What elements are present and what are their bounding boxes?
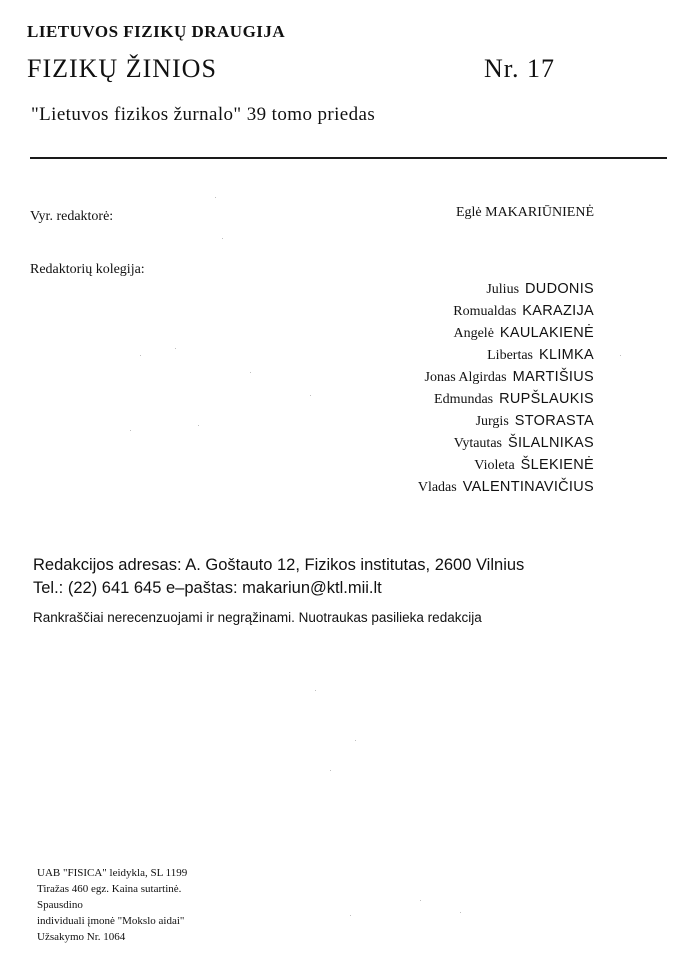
journal-title: FIZIKŲ ŽINIOS	[27, 54, 217, 83]
scan-speckle	[250, 372, 251, 373]
scan-speckle	[315, 690, 316, 691]
member-given-name: Violeta	[474, 458, 515, 473]
editorial-board-list	[418, 278, 594, 498]
scan-speckle	[215, 197, 216, 198]
board-member	[418, 278, 594, 300]
board-member	[418, 344, 594, 366]
phone-email-line: Tel.: (22) 641 645 e–paštas: makariun@ktl.mii.lt	[33, 579, 382, 597]
member-surname: MARTIŠIUS	[512, 369, 594, 385]
scan-speckle	[355, 740, 356, 741]
member-surname: STORASTA	[514, 413, 594, 429]
society-name: LIETUVOS FIZIKŲ DRAUGIJA	[27, 22, 286, 41]
board-member	[418, 476, 594, 498]
member-given-name: Angelė	[453, 326, 494, 341]
member-surname: KLIMKA	[539, 347, 594, 363]
imprint-block	[37, 865, 187, 945]
editorial-board-label: Redaktorių kolegija:	[30, 262, 145, 277]
member-surname: KAULAKIENĖ	[499, 325, 594, 341]
editorial-address: Redakcijos adresas: A. Goštauto 12, Fizikos institutas, 2600 Vilnius	[33, 556, 525, 574]
scan-speckle	[140, 355, 141, 356]
imprint-line: UAB "FISICA" leidykla, SL 1199	[37, 867, 188, 879]
board-member	[418, 322, 594, 344]
member-given-name: Julius	[486, 282, 520, 297]
chief-editor-label: Vyr. redaktorė:	[30, 209, 114, 224]
scan-speckle	[222, 238, 223, 239]
member-given-name: Jonas Algirdas	[424, 370, 507, 385]
scan-speckle	[620, 355, 621, 356]
scan-speckle	[350, 915, 351, 916]
scan-speckle	[175, 348, 176, 349]
member-given-name: Romualdas	[453, 304, 517, 319]
imprint-line: Užsakymo Nr. 1064	[37, 931, 126, 943]
board-member	[418, 432, 594, 454]
manuscript-notice: Rankraščiai nerecenzuojami ir negrąžinami. Nuotraukas pasilieka redakcija	[33, 610, 482, 625]
member-given-name: Edmundas	[434, 392, 494, 407]
member-surname: KARAZIJA	[522, 303, 594, 319]
scan-speckle	[130, 430, 131, 431]
imprint-line: Spausdino	[37, 899, 83, 911]
member-given-name: Vladas	[417, 480, 457, 495]
member-surname: ŠLEKIENĖ	[520, 457, 594, 473]
member-surname: DUDONIS	[525, 281, 594, 297]
member-surname: ŠILALNIKAS	[507, 435, 594, 451]
member-given-name: Libertas	[487, 348, 533, 363]
scan-speckle	[420, 900, 421, 901]
chief-editor-name: Eglė MAKARIŪNIENĖ	[455, 205, 594, 220]
imprint-line: individuali įmonė "Mokslo aidai"	[37, 915, 185, 927]
scan-speckle	[330, 770, 331, 771]
board-member	[418, 454, 594, 476]
scan-speckle	[310, 395, 311, 396]
member-given-name: Vytautas	[453, 436, 502, 451]
scan-speckle	[198, 425, 199, 426]
imprint-line: Tiražas 460 egz. Kaina sutartinė.	[37, 883, 182, 895]
member-surname: VALENTINAVIČIUS	[462, 479, 594, 495]
board-member	[418, 410, 594, 432]
board-member	[418, 300, 594, 322]
board-member	[418, 366, 594, 388]
scan-speckle	[460, 912, 461, 913]
header-divider	[30, 157, 667, 159]
supplement-line: "Lietuvos fizikos žurnalo" 39 tomo priedas	[31, 104, 376, 125]
member-surname: RUPŠLAUKIS	[499, 391, 594, 407]
board-member	[418, 388, 594, 410]
issue-number: Nr. 17	[484, 54, 555, 83]
member-given-name: Jurgis	[475, 414, 509, 429]
